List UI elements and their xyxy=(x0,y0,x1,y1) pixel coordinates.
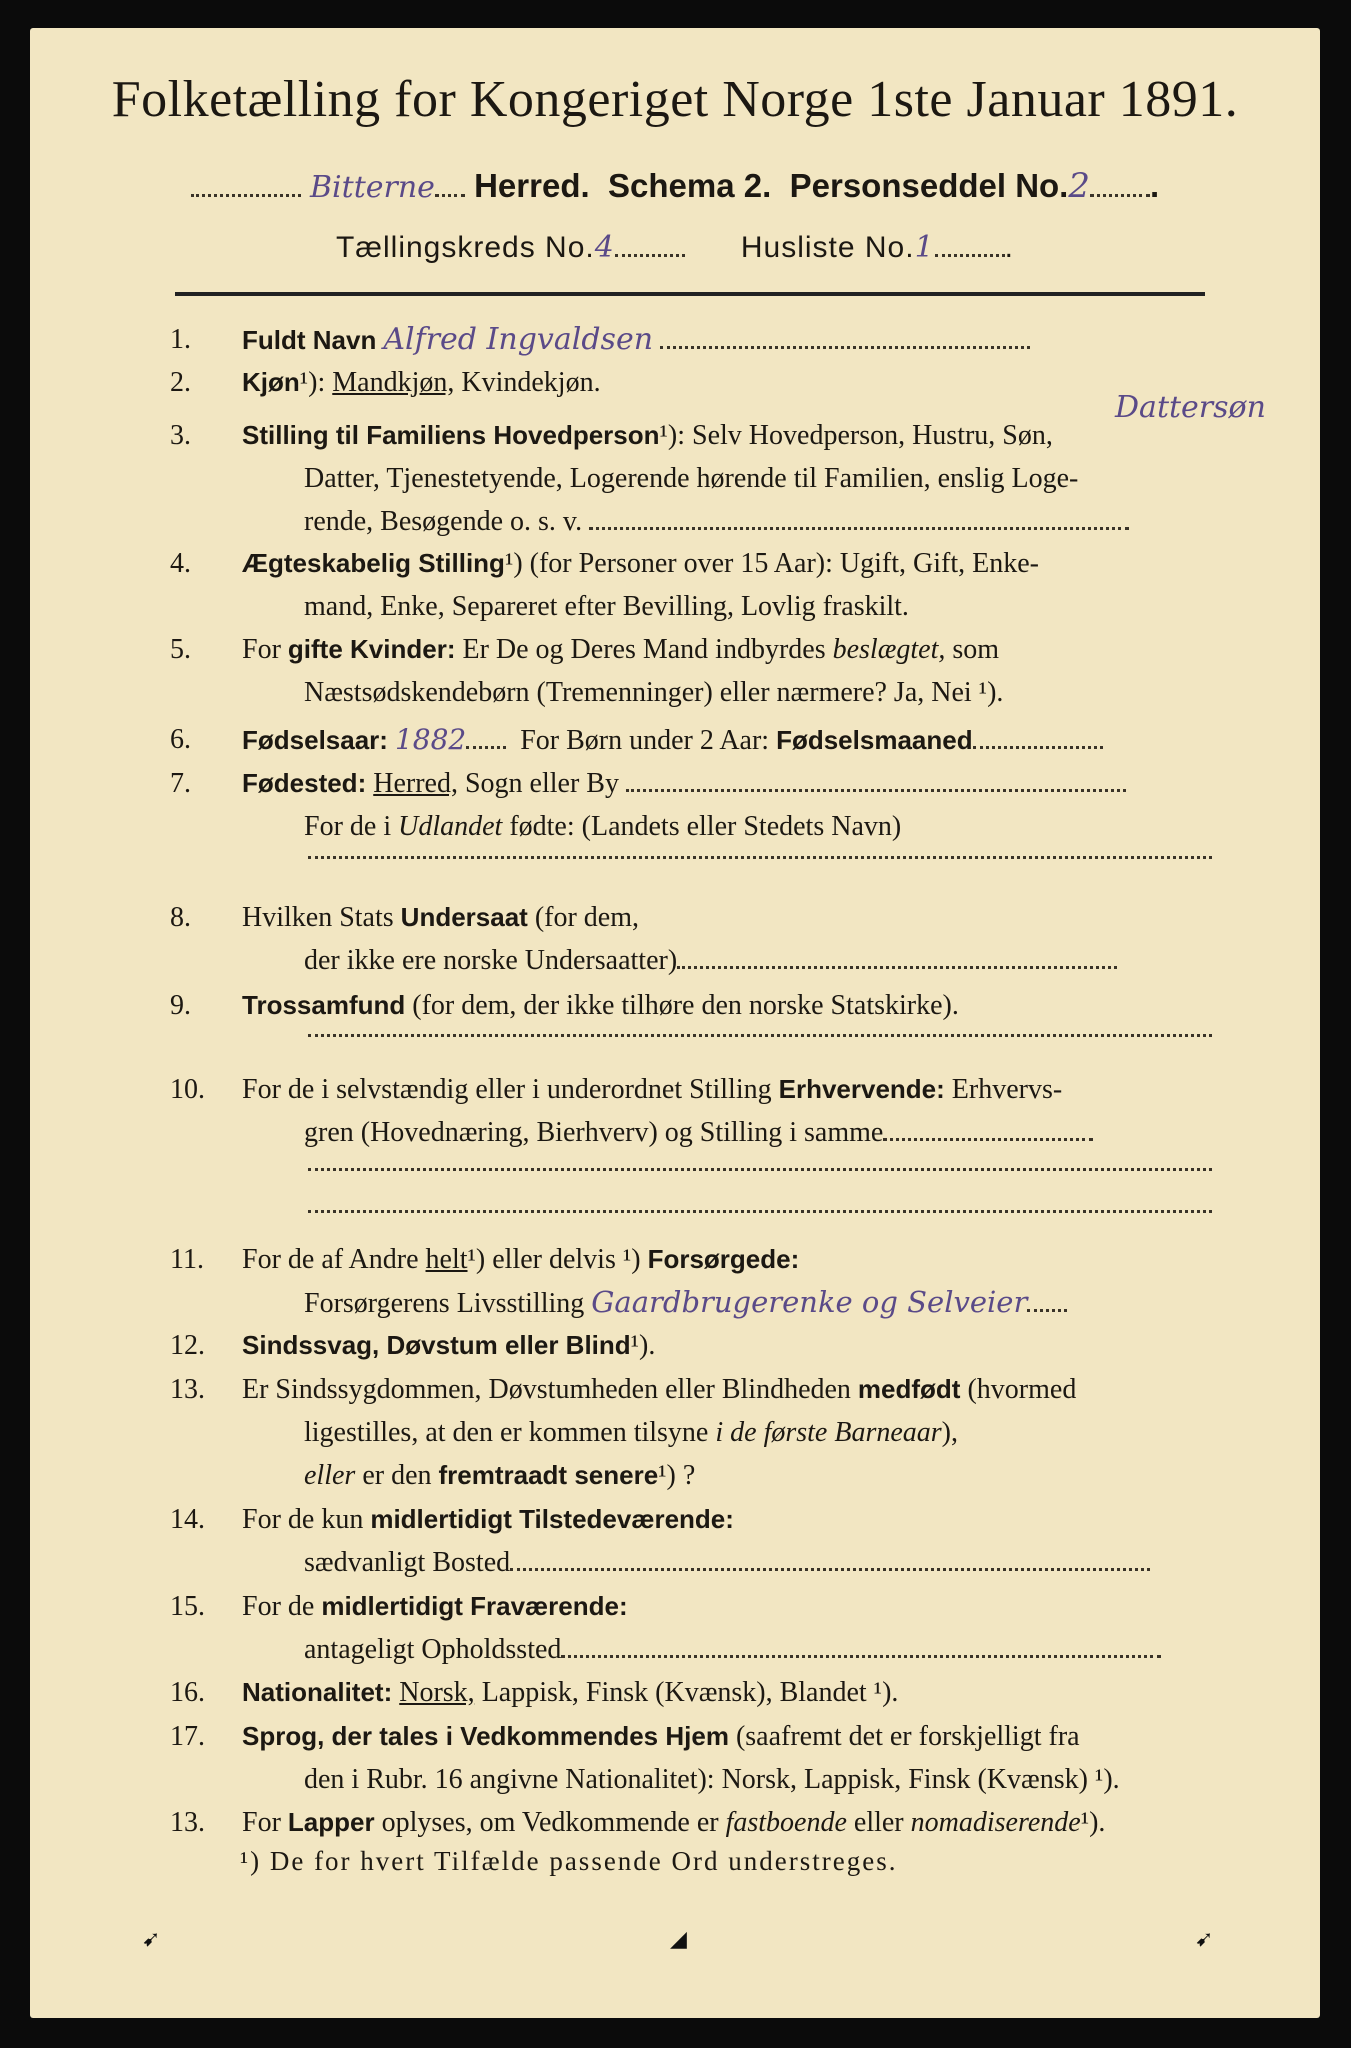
blank-line xyxy=(308,856,1212,859)
option-mandkjon: Mandkjøn, xyxy=(332,367,455,398)
item-text: ¹). xyxy=(1080,1807,1106,1838)
relation-answer: Dattersøn xyxy=(1115,390,1266,425)
item-text: gren (Hovednæring, Bierhverv) og Stilling i samme xyxy=(304,1117,884,1148)
option-kvindekjon: Kvindekjøn. xyxy=(461,367,601,398)
item-number: 1. xyxy=(170,324,191,355)
item-text: ), xyxy=(941,1417,958,1448)
item-text: ¹) (for Personer over 15 Aar): Ugift, Gift, Enke- xyxy=(504,548,1039,579)
birth-year: 1882 xyxy=(394,723,467,756)
item-number: 15. xyxy=(170,1591,205,1622)
item-number: 12. xyxy=(170,1330,205,1361)
taellingskreds-number: 4 xyxy=(594,230,615,265)
item-text: For xyxy=(242,634,281,665)
item-text: (for dem, xyxy=(534,902,640,933)
footnote-ref: ¹): xyxy=(299,367,326,398)
item-number: 17. xyxy=(170,1721,205,1752)
item-number: 10. xyxy=(170,1074,205,1105)
ink-mark: ➹ xyxy=(1195,1926,1214,1951)
item-text: der ikke ere norske Undersaatter) xyxy=(304,945,678,976)
item-text: nomadiserende xyxy=(910,1807,1081,1838)
item-text: i de første Barneaar xyxy=(715,1417,942,1448)
item-number: 8. xyxy=(170,902,191,933)
item-text: For de i xyxy=(304,811,392,842)
item-text: eller xyxy=(853,1807,904,1838)
item-text: fastboende xyxy=(725,1807,847,1838)
item-number: 7. xyxy=(170,768,191,799)
census-form xyxy=(30,28,1320,2018)
item-text: (for dem, der ikke tilhøre den norske Statskirke). xyxy=(412,990,959,1021)
item-label: medfødt xyxy=(857,1374,961,1404)
option-helt: helt xyxy=(425,1244,468,1275)
ink-mark: ◢ xyxy=(670,1926,687,1951)
option-herred: Herred, xyxy=(373,768,458,799)
item-text: For de af Andre xyxy=(242,1244,419,1275)
item-label: midlertidigt Tilstedeværende: xyxy=(370,1504,734,1534)
option-norsk: Norsk, xyxy=(399,1677,475,1708)
footnote: ¹) De for hvert Tilfælde passende Ord understreges. xyxy=(240,1846,898,1876)
item-number: 4. xyxy=(170,548,191,579)
item-text: Datter, Tjenestetyende, Logerende hørende til Familien, enslig Loge- xyxy=(304,463,1079,494)
item-number: 9. xyxy=(170,990,191,1021)
item-number: 13. xyxy=(170,1374,205,1405)
footnote-ref: ¹). xyxy=(630,1330,656,1361)
item-text: oplyses, om Vedkommende er xyxy=(381,1807,719,1838)
item-text: Næstsødskendebørn (Tremenninger) eller nærmere? Ja, Nei ¹). xyxy=(304,677,1004,708)
form-title: Folketælling for Kongeriget Norge 1ste Januar 1891. xyxy=(111,71,1239,128)
item-label: Trossamfund xyxy=(242,990,406,1020)
item-text: ligestilles, at den er kommen tilsyne xyxy=(304,1417,709,1448)
item-text: Erhvervs- xyxy=(951,1074,1063,1105)
ink-mark: ➹ xyxy=(142,1926,161,1951)
item-number: 5. xyxy=(170,634,191,665)
item-text: eller xyxy=(304,1460,356,1491)
item-text: For Børn under 2 Aar: xyxy=(520,725,770,756)
blank-line xyxy=(308,1034,1212,1037)
blank-line xyxy=(308,1210,1212,1213)
item-label: gifte Kvinder: xyxy=(287,634,456,664)
item-text: ¹): Selv Hovedperson, Hustru, Søn, xyxy=(659,420,1053,451)
item-number: 13. xyxy=(170,1807,205,1838)
header-line-2: Tællingskreds No.4 Husliste No.1 . xyxy=(30,226,1320,265)
item-label: Lapper xyxy=(287,1807,375,1837)
item-text: sædvanligt Bosted xyxy=(304,1547,511,1578)
item-text: For de i selvstændig eller i underordnet Stilling xyxy=(242,1074,772,1105)
item-text: Hvilken Stats xyxy=(242,902,394,933)
item-number: 3. xyxy=(170,420,191,451)
item-text: Lappisk, Finsk (Kvænsk), Blandet ¹). xyxy=(481,1677,899,1708)
personseddel-label: Personseddel No. xyxy=(789,167,1069,204)
item-text: ¹) eller delvis ¹) xyxy=(467,1244,641,1275)
item-text: antageligt Opholdssted xyxy=(304,1634,562,1665)
item-text: er den xyxy=(362,1460,432,1491)
item-label-2: Fødselsmaaned xyxy=(776,725,973,755)
item-label: Sindssvag, Døvstum eller Blind xyxy=(242,1330,631,1360)
item-label: Undersaat xyxy=(400,902,528,932)
item-text: For xyxy=(242,1807,281,1838)
item-text: (hvormed xyxy=(967,1374,1077,1405)
item-label: midlertidigt Fraværende: xyxy=(321,1591,628,1621)
blank-line xyxy=(308,1168,1212,1171)
item-label: Stilling til Familiens Hovedperson xyxy=(242,420,660,450)
item-text: som xyxy=(952,634,1000,665)
item-label: Nationalitet: xyxy=(242,1677,393,1707)
item-text: ¹) ? xyxy=(658,1460,696,1491)
item-text: Forsørgerens Livsstilling xyxy=(304,1288,585,1319)
husliste-label: Husliste No. xyxy=(740,231,915,264)
item-number: 16. xyxy=(170,1677,205,1708)
item-label: Fødselsaar: xyxy=(242,725,388,755)
item-label: Fuldt Navn xyxy=(242,325,377,355)
item-number: 11. xyxy=(170,1244,204,1275)
item-label: Ægteskabelig Stilling xyxy=(242,548,505,578)
item-label: Sprog, der tales i Vedkommendes Hjem xyxy=(242,1721,729,1751)
item-text: For de kun xyxy=(242,1504,364,1535)
item-label: Fødested: xyxy=(242,768,367,798)
item-text: mand, Enke, Separeret efter Bevilling, Lovlig fraskilt. xyxy=(304,591,909,622)
provider-occupation-answer: Gaardbrugerenke og Selveier xyxy=(591,1285,1028,1319)
item-label: Forsørgede: xyxy=(647,1244,800,1274)
item-text: rende, Besøgende o. s. v. xyxy=(304,506,583,537)
herred-label: Herred. xyxy=(474,167,590,204)
item-text: Er De og Deres Mand indbyrdes xyxy=(462,634,826,665)
personseddel-number: 2 xyxy=(1068,166,1090,206)
name-answer: Alfred Ingvaldsen xyxy=(383,322,654,357)
item-text: Udlandet xyxy=(398,811,503,842)
item-label: Erhvervende: xyxy=(778,1074,945,1104)
item-text: fødte: (Landets eller Stedets Navn) xyxy=(509,811,902,842)
herred-name: Bitterne xyxy=(310,170,435,205)
taellingskreds-label: Tællingskreds No. xyxy=(335,231,595,264)
husliste-number: 1 xyxy=(914,230,935,265)
schema-label: Schema 2. xyxy=(608,167,772,204)
item-number: 14. xyxy=(170,1504,205,1535)
item-text: den i Rubr. 16 angivne Nationalitet): Norsk, Lappisk, Finsk (Kvænsk) ¹). xyxy=(304,1764,1120,1795)
item-number: 6. xyxy=(170,724,191,755)
item-text: Sogn eller By xyxy=(464,768,619,799)
header-rule xyxy=(175,292,1205,296)
header-line-1: Bitterne Herred. Schema 2. Personseddel No.2 . xyxy=(30,166,1320,206)
item-text: (saafremt det er forskjelligt fra xyxy=(735,1721,1080,1752)
item-text: For de xyxy=(242,1591,315,1622)
item-text: beslægtet, xyxy=(832,634,946,665)
item-label-2: fremtraadt senere xyxy=(438,1460,659,1490)
item-number: 2. xyxy=(170,367,191,398)
item-label: Kjøn xyxy=(242,367,300,397)
item-text: Er Sindssygdommen, Døvstumheden eller Blindheden xyxy=(242,1374,851,1405)
